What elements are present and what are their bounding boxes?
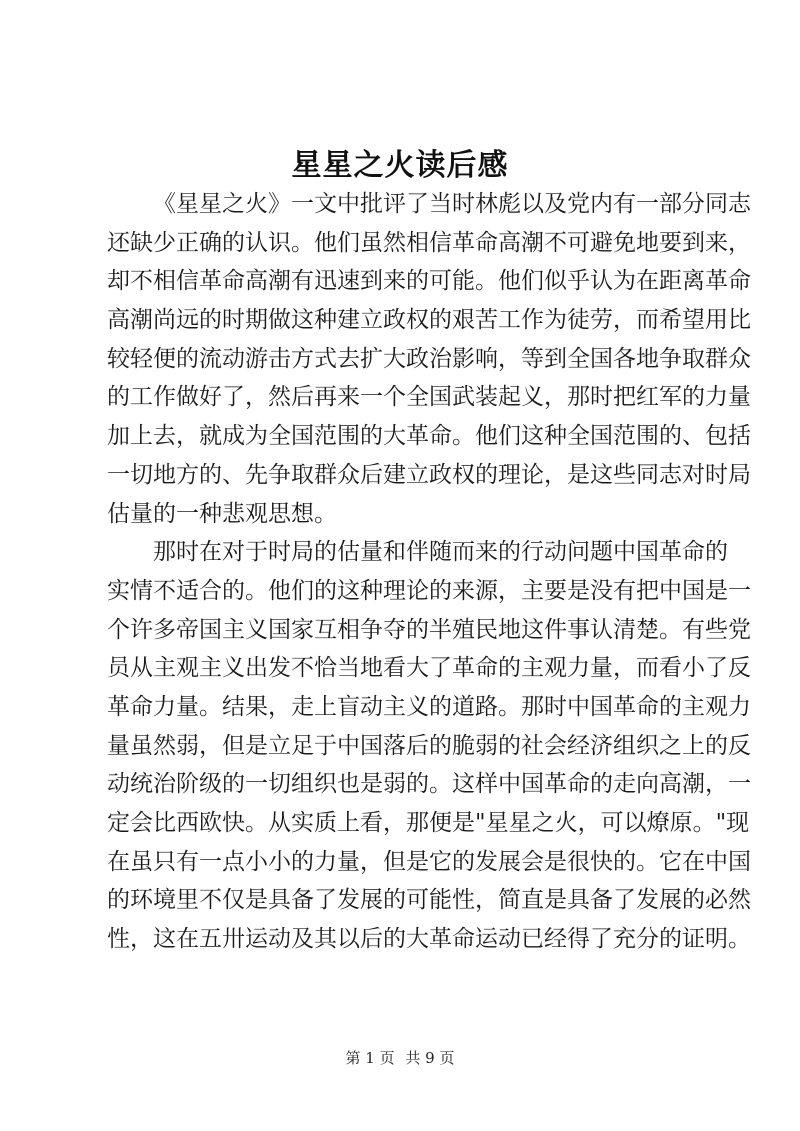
paragraph-line: 革命力量。结果，走上盲动主义的道路。那时中国革命的主观力 xyxy=(107,693,751,720)
paragraph-line: 个许多帝国主义国家互相争夺的半殖民地这件事认清楚。有些党 xyxy=(107,616,751,643)
paragraph-line: 实情不适合的。他们的这种理论的来源，主要是没有把中国是一 xyxy=(107,577,751,604)
paragraph-line: 却不相信革命高潮有迅速到来的可能。他们似乎认为在距离革命 xyxy=(107,268,751,295)
paragraph-line: 在虽只有一点小小的力量，但是它的发展会是很快的。它在中国 xyxy=(107,848,751,875)
page-number: 第 1 页 xyxy=(345,1049,395,1067)
paragraph-line: 加上去，就成为全国范围的大革命。他们这种全国范围的、包括 xyxy=(107,423,751,450)
paragraph-line: 高潮尚远的时期做这种建立政权的艰苦工作为徒劳，而希望用比 xyxy=(107,307,751,334)
page-footer xyxy=(0,1047,800,1068)
paragraph-line: 的环境里不仅是具备了发展的可能性，简直是具备了发展的必然 xyxy=(107,887,751,914)
paragraph-line: 性，这在五卅运动及其以后的大革命运动已经得了充分的证明。 xyxy=(107,926,751,953)
paragraph-1 xyxy=(107,185,751,533)
paragraph-line: 一切地方的、先争取群众后建立政权的理论，是这些同志对时局 xyxy=(107,461,751,488)
document-title: 星星之火读后感 xyxy=(291,148,509,183)
paragraph-line: 那时在对于时局的估量和伴随而来的行动问题中国革命的 xyxy=(153,539,728,566)
paragraph-line: 员从主观主义出发不恰当地看大了革命的主观力量，而看小了反 xyxy=(107,655,751,682)
paragraph-line: 较轻便的流动游击方式去扩大政治影响，等到全国各地争取群众 xyxy=(107,345,751,372)
paragraph-line: 动统治阶级的一切组织也是弱的。这样中国革命的走向高潮，一 xyxy=(107,771,751,798)
paragraph-2 xyxy=(107,533,751,959)
paragraph-line: 还缺少正确的认识。他们虽然相信革命高潮不可避免地要到来， xyxy=(107,229,751,256)
paragraph-line: 估量的一种悲观思想。 xyxy=(107,500,337,527)
page-total: 共 9 页 xyxy=(405,1049,455,1067)
document-body xyxy=(107,185,751,959)
paragraph-line: 定会比西欧快。从实质上看，那便是"星星之火，可以燎原。"现 xyxy=(107,810,750,836)
paragraph-line: 《星星之火》一文中批评了当时林彪以及党内有一部分同志 xyxy=(153,191,751,217)
paragraph-line: 量虽然弱，但是立足于中国落后的脆弱的社会经济组织之上的反 xyxy=(107,732,751,759)
paragraph-line: 的工作做好了，然后再来一个全国武装起义，那时把红军的力量 xyxy=(107,384,751,411)
